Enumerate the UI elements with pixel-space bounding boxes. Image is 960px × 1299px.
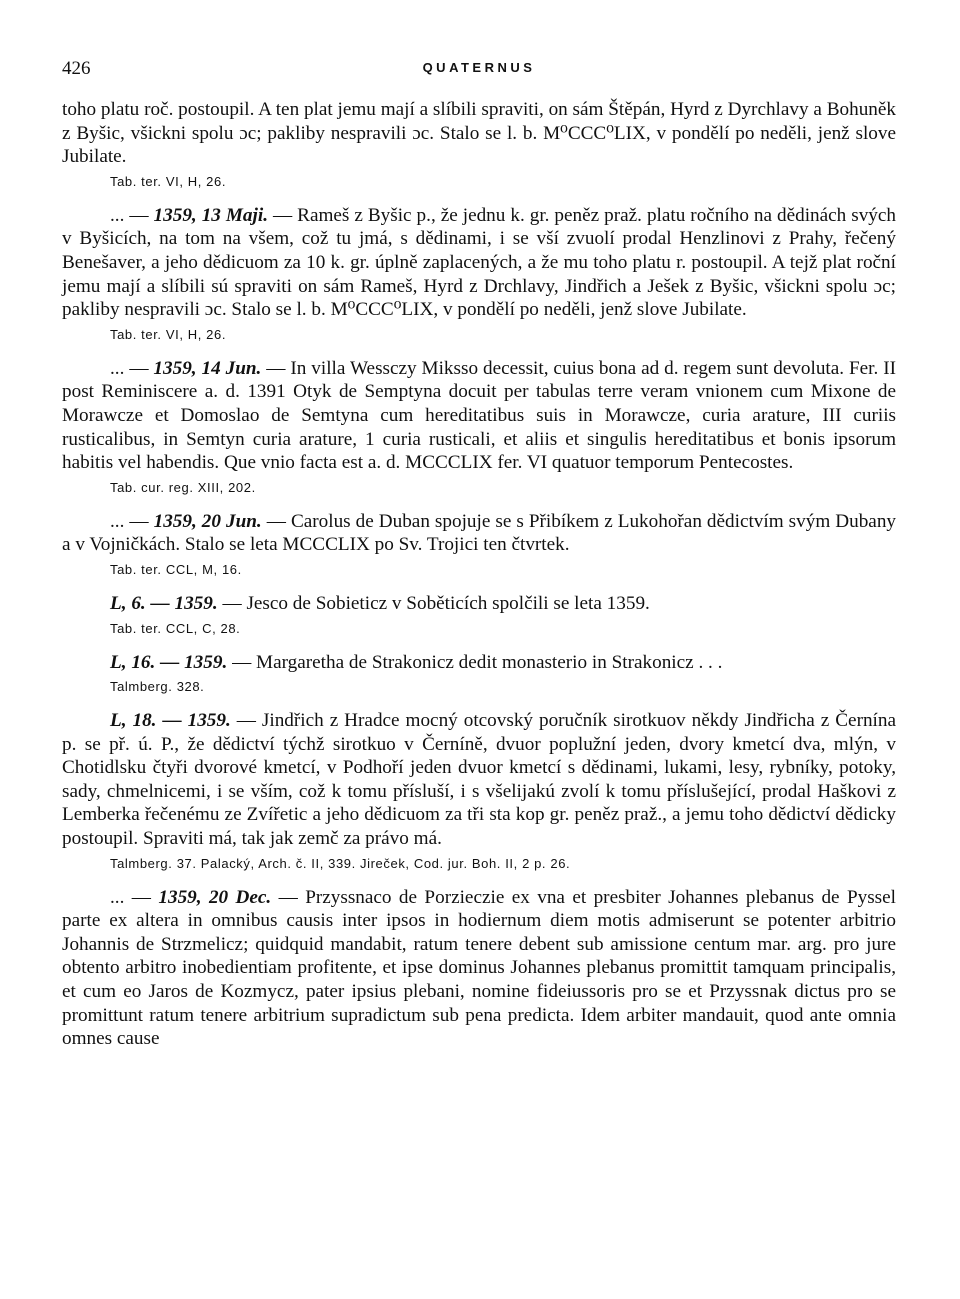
entry-prefix: ... — bbox=[110, 357, 154, 379]
entry bbox=[62, 357, 896, 496]
entry-text bbox=[62, 592, 896, 616]
source-citation: Tab. cur. reg. XIII, 202. bbox=[110, 479, 256, 495]
entry bbox=[62, 204, 896, 343]
page-header bbox=[62, 54, 896, 84]
source-citation: Tab. ter. VI, H, 26. bbox=[110, 326, 227, 342]
entry-prefix: ... — bbox=[110, 510, 154, 532]
entry-text bbox=[62, 886, 896, 1051]
entry-date: 1359, 14 Jun. bbox=[153, 357, 262, 379]
entry-body: — In villa Wessczy Miksso decessit, cuius bona ad d. regem sunt devoluta. Fer. II post Reminiscere a. d. 1391 Otyk de Semptyna docuit per tabulas terre veram vnionem cum Mixone de Morawcze et Domoslao de Semtyna cum hereditatibus suis in Morawcze, curia arature, III curiis rusticalibus, in Semtyn curia arature, 1 curia rusticali, et aliis et singulis hereditatibus et bonis ipsorum habitis vel habendis. Que vnio facta est a. d. MCCCLIX fer. VI quatuor temporum Pentecostes. bbox=[62, 357, 896, 474]
page-number: 426 bbox=[62, 58, 91, 79]
entry bbox=[62, 510, 896, 578]
entry-prefix: ... — bbox=[110, 886, 159, 908]
entry-body: — Jindřich z Hradce mocný otcovský poručník sirotkuov někdy Jindřicha z Černína p. se př. ú. P., že dědictví týchž sirotkuo v Černíně, dvuor poplužní jeden, dvory kmetcí dva, mlýn, v Chotidlsku čtyři dvorové kmetcí, v Podhoří jeden dvuor kmetcí s dědinami, lukami, lesy, rybníky, potoky, sady, chmelnicemi, i se vším, což k tomu přísluší, i s všelijakú zvolí k tomu příslušející, prodal Haškovi z Lemberka řečenému ze Zvířetic a jeho dědicuom za tři sta kop gr. peněz praž., a jemu toho dědictví dědicky postoupil. Spraviti má, tak jak zemč za právo má. bbox=[62, 710, 896, 850]
entry-body: — Rameš z Byšic p., že jednu k. gr. peněz praž. platu ročního na dědinách svých v Byšicích, na tom na všem, což tu jmá, s dědinami, i se vší zvuolí prodal Henzlinovi z Prahy, řečený Benešaver, a jeho dědicuom za 10 k. gr. úplně zaplacených, a že mu toho platu r. postoupil. A tejž plat roční jemu mají a slíbili sú spraviti on sám Rameš, Hyrd z Drchlavy, Jindřich a Ješek z Byšic, všickni spolu ɔc; pakliby nespravili ɔc. Stalo se l. b. M⁰CCC⁰LIX, v pondělí po neděli, jenž slove Jubilate. bbox=[62, 204, 896, 321]
entry-date: L, 18. — 1359. bbox=[110, 710, 231, 732]
entry-text bbox=[62, 709, 896, 851]
entry-body: — Margaretha de Strakonicz dedit monasterio in Strakonicz . . . bbox=[227, 651, 723, 673]
entry-body: — Przyssnaco de Porzieczie ex vna et presbiter Johannes plebanus de Pyssel parte ex altera in omnibus causis inter ipsos in hodiernum diem motis admiserunt se potenter arbitrio Johannis de Strzmelicz; quidquid mandabit, ratum tenere debent sub amissione centum mar. arg. pro jure obtento arbitro inobedientiam profitente, et ipse dominus Johannes plebanus promittit tamquam principalis, et cum eo Jaros de Kozmycz, pater ipsius plebani, nomine fideiussoris pro se et Przyssnak dictus pro se promittunt ratum tenere arbitrium supradictum sub pena predicta. Idem arbiter mandauit, quod ante omnia omnes cause bbox=[62, 886, 897, 1050]
entry-date: 1359, 20 Jun. bbox=[153, 510, 262, 532]
entry-text bbox=[62, 510, 896, 557]
entry bbox=[62, 886, 896, 1051]
entry-text bbox=[62, 651, 896, 675]
entry-date: L, 16. — 1359. bbox=[110, 651, 228, 673]
entry-text bbox=[62, 357, 896, 475]
source-citation: Tab. ter. CCL, C, 28. bbox=[110, 620, 241, 636]
entry bbox=[62, 651, 896, 696]
entry-prefix: ... — bbox=[110, 204, 154, 226]
source-citation: Talmberg. 328. bbox=[110, 679, 205, 695]
source-citation: Tab. ter. VI, H, 26. bbox=[110, 173, 227, 189]
entry-body: — Carolus de Duban spojuje se s Přibíkem z Lukohořan dědictvím svým Dubany a v Vojničkách. Stalo se leta MCCCLIX po Sv. Trojici ten čtvrtek. bbox=[62, 510, 897, 556]
entry-date: L, 6. — 1359. bbox=[110, 592, 218, 614]
source-citation: Tab. ter. CCL, M, 16. bbox=[110, 561, 242, 577]
entry-text bbox=[62, 98, 896, 169]
source-citation: Talmberg. 37. Palacký, Arch. č. II, 339. Jireček, Cod. jur. Boh. II, 2 p. 26. bbox=[110, 855, 571, 871]
entry-body: toho platu roč. postoupil. A ten plat jemu mají a slíbili spraviti, on sám Štěpán, Hyrd z Dyrchlavy a Bohuněk z Byšic, všickni spolu ɔc; pakliby nespravili ɔc. Stalo se l. b. M⁰CCC⁰LIX, v pondělí po neděli, jenž slove Jubilate. bbox=[62, 99, 896, 168]
document-body bbox=[62, 98, 896, 1065]
entry-text bbox=[62, 204, 896, 322]
entry bbox=[62, 709, 896, 872]
entry bbox=[62, 98, 896, 190]
entry-body: — Jesco de Sobieticz v Soběticích spolčili se leta 1359. bbox=[217, 592, 650, 614]
entry bbox=[62, 592, 896, 637]
entry-date: 1359, 20 Dec. bbox=[158, 886, 272, 908]
entry-date: 1359, 13 Maji. bbox=[153, 204, 268, 226]
running-title: QUATERNUS bbox=[422, 60, 536, 75]
